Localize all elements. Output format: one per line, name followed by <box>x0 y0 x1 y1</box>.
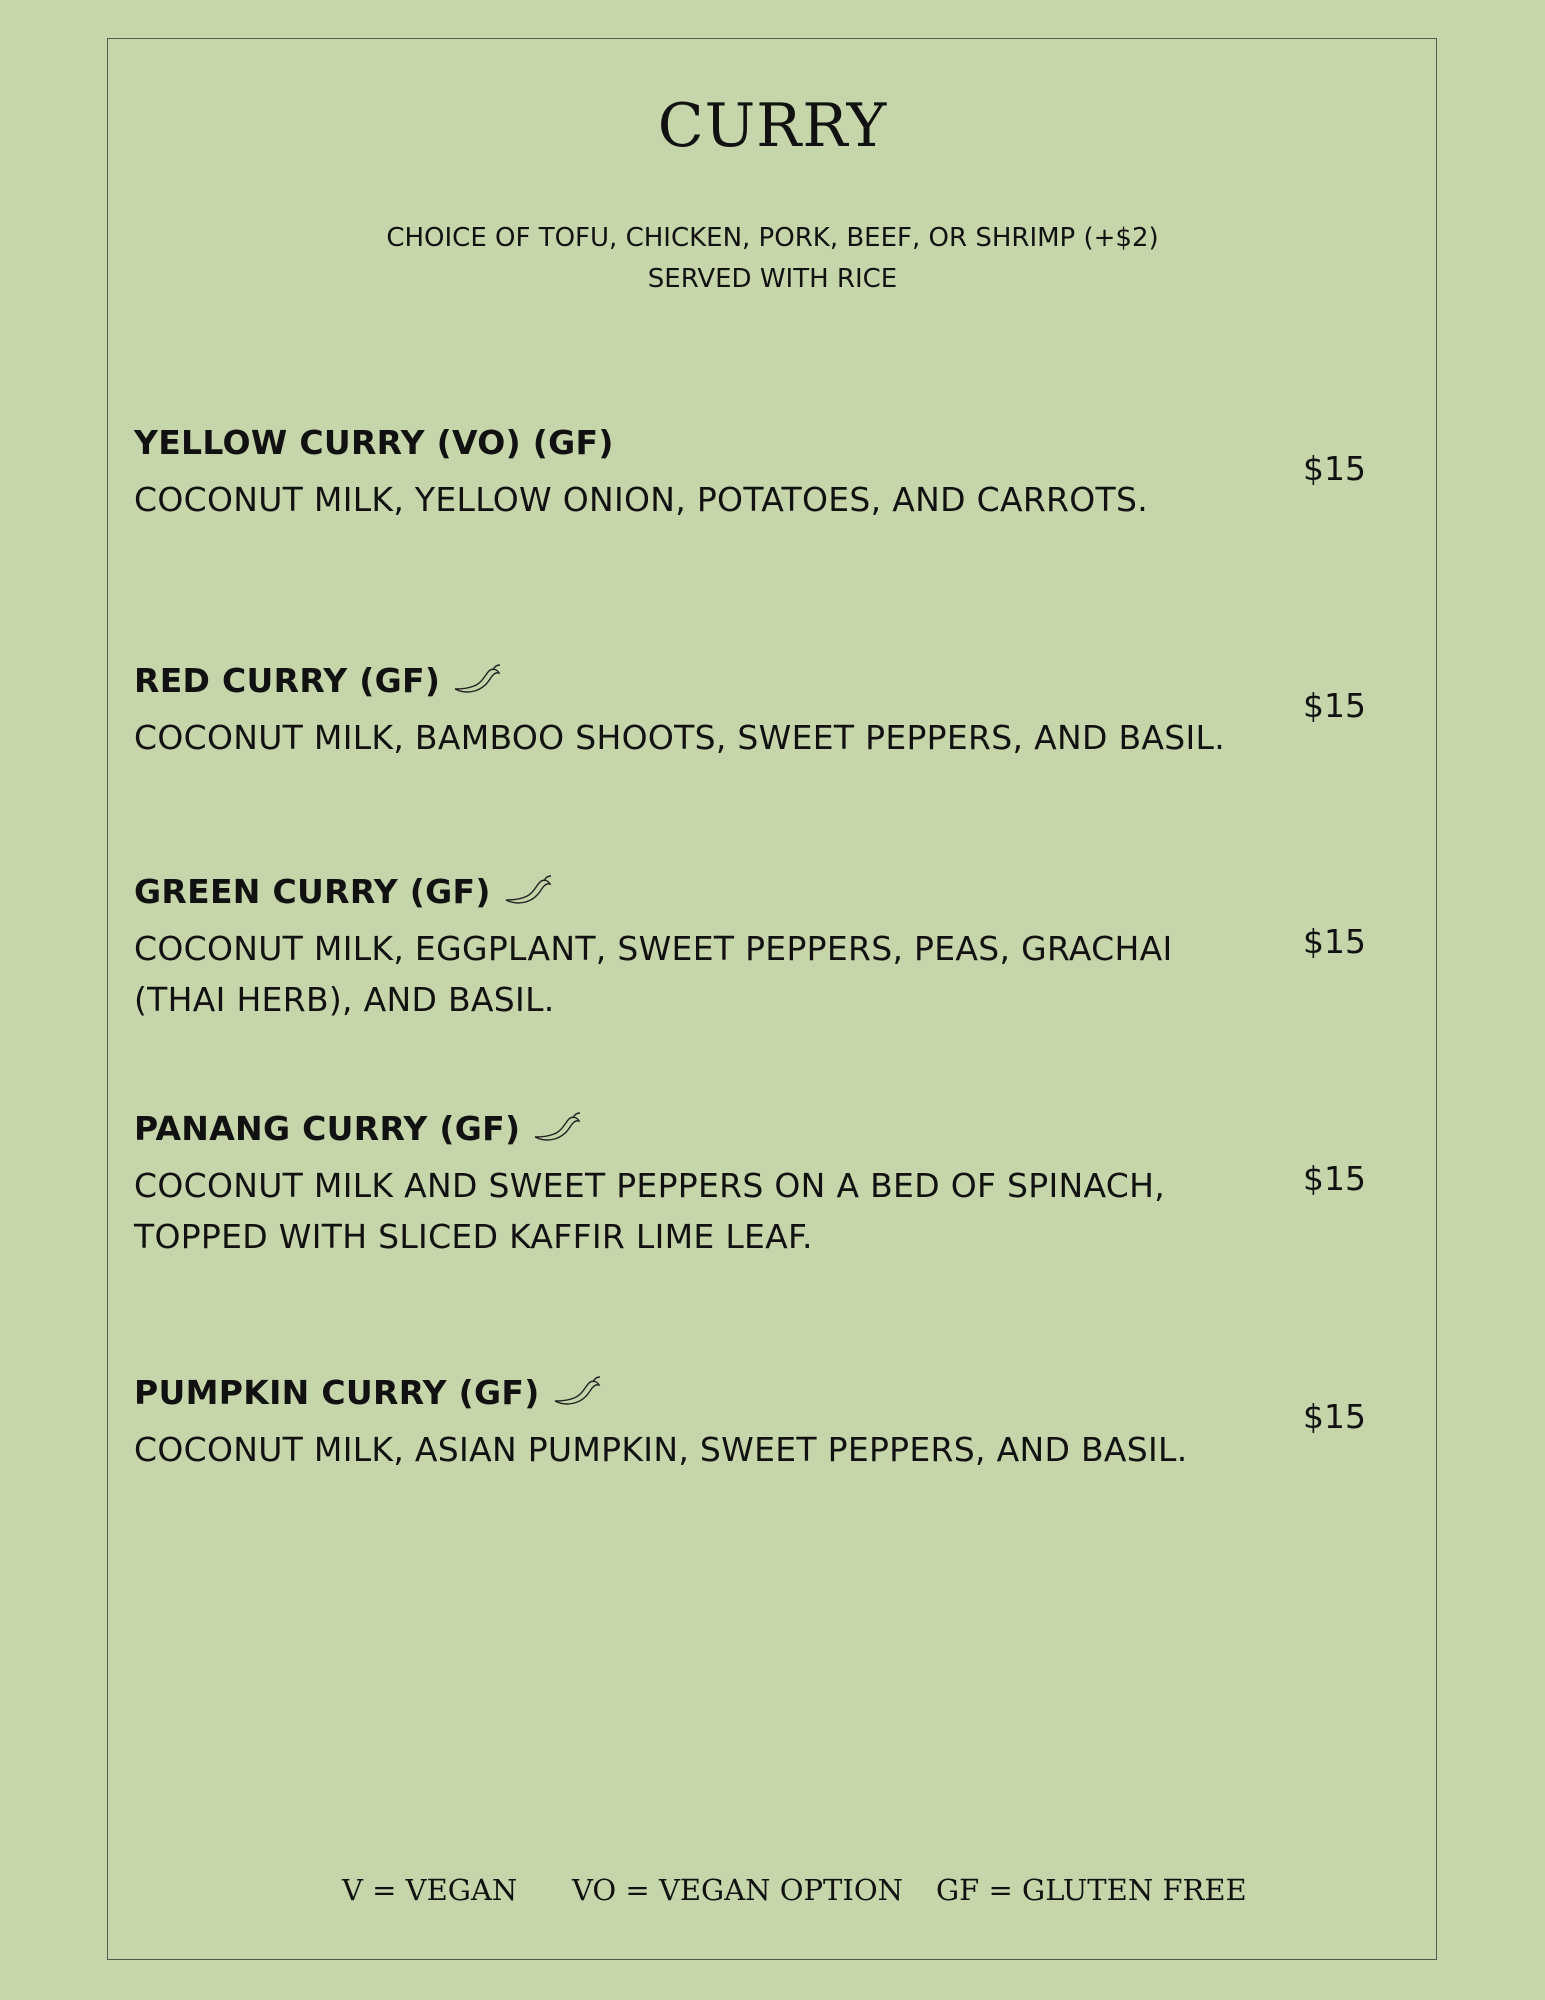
item-price: $15 <box>1303 449 1366 488</box>
chili-pepper-icon <box>503 873 553 909</box>
item-description: COCONUT MILK, YELLOW ONION, POTATOES, AND CARROTS. <box>134 480 1149 519</box>
page-title: CURRY <box>657 91 888 161</box>
item-price: $15 <box>1303 1159 1366 1198</box>
item-price: $15 <box>1303 1397 1366 1436</box>
item-description: COCONUT MILK AND SWEET PEPPERS ON A BED OF SPINACH, TOPPED WITH SLICED KAFFIR LIME LEAF. <box>134 1166 1166 1256</box>
item-price: $15 <box>1303 686 1366 725</box>
item-description: COCONUT MILK, BAMBOO SHOOTS, SWEET PEPPERS, AND BASIL. <box>134 718 1226 757</box>
item-name: PUMPKIN CURRY (GF) <box>134 1372 540 1412</box>
served-with-note: SERVED WITH RICE <box>647 264 898 294</box>
menu-item-panang-curry <box>134 1110 1334 1262</box>
item-price: $15 <box>1303 922 1366 961</box>
protein-choice-note: CHOICE OF TOFU, CHICKEN, PORK, BEEF, OR SHRIMP (+$2) <box>386 223 1159 253</box>
legend-gluten-free: GF = GLUTEN FREE <box>936 1873 1247 1907</box>
chili-pepper-icon <box>552 1374 602 1410</box>
item-name: PANANG CURRY (GF) <box>134 1108 521 1148</box>
menu-item-pumpkin-curry <box>134 1374 1334 1475</box>
menu-item-red-curry <box>134 662 1334 763</box>
legend-vegan: V = VEGAN <box>342 1873 518 1907</box>
legend-vegan-option: VO = VEGAN OPTION <box>572 1873 903 1907</box>
chili-pepper-icon <box>532 1110 582 1146</box>
item-name: YELLOW CURRY (VO) (GF) <box>134 422 614 462</box>
menu-item-yellow-curry <box>134 424 1334 525</box>
menu-item-green-curry <box>134 873 1334 1025</box>
item-description: COCONUT MILK, EGGPLANT, SWEET PEPPERS, PEAS, GRACHAI (THAI HERB), AND BASIL. <box>134 929 1173 1019</box>
chili-pepper-icon <box>452 662 502 698</box>
item-description: COCONUT MILK, ASIAN PUMPKIN, SWEET PEPPERS, AND BASIL. <box>134 1430 1188 1469</box>
item-name: GREEN CURRY (GF) <box>134 871 491 911</box>
item-name: RED CURRY (GF) <box>134 660 441 700</box>
